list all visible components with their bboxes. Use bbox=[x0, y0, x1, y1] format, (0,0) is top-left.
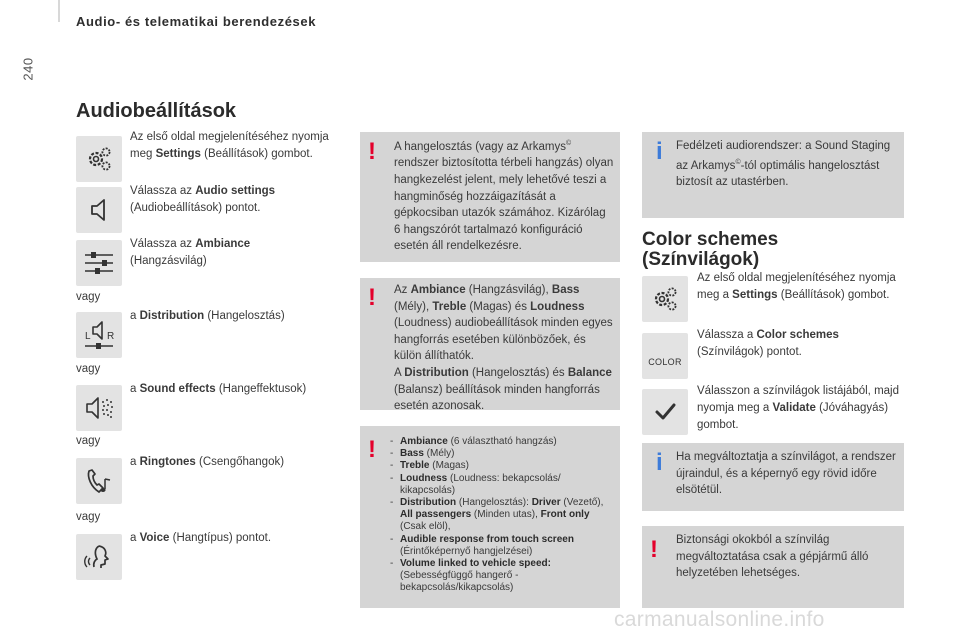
warning-box-safety bbox=[642, 526, 904, 608]
settings-icon-box bbox=[76, 136, 122, 182]
step-voice: a Voice (Hangtípus) pontot. bbox=[130, 532, 272, 544]
warning-text: Biztonsági okokból a színvilág megváltoztatása csak a gépjármű álló helyzetében lehetséges. bbox=[676, 534, 869, 580]
list-item: - Treble (Magas) bbox=[390, 460, 612, 472]
or-label: vagy bbox=[76, 363, 101, 375]
color-label-icon: COLOR bbox=[648, 357, 682, 367]
list-item: - Distribution (Hangelosztás): Driver (Vezető), All passengers (Minden utas), Front only (Csak elöl), bbox=[390, 497, 612, 534]
step-color-settings: Az első oldal megjelenítéséhez nyomja meg a Settings (Beállítások) gombot. bbox=[697, 272, 896, 301]
or-label: vagy bbox=[76, 435, 101, 447]
step-distribution: a Distribution (Hangelosztás) bbox=[130, 310, 285, 322]
step-settings: Az első oldal megjelenítéséhez nyomja meg Settings (Beállítások) gombot. bbox=[130, 131, 329, 160]
info-box-restart bbox=[642, 443, 904, 511]
voice-icon-box bbox=[76, 534, 122, 580]
chapter-title: Audio- és telematikai berendezések bbox=[76, 14, 317, 29]
warning-icon: ! bbox=[368, 436, 376, 463]
section-title-color-schemes: Color schemes (Színvilágok) bbox=[642, 229, 779, 270]
sound-effects-icon bbox=[83, 393, 115, 423]
warning-text: Az Ambiance (Hangzásvilág), Bass (Mély), Treble (Magas) és Loudness (Loudness) audiobeállítások minden egyes hangforrás esetében különbözőek, és külön állíthatók. A Distribution (Hangelosztás) és Balance (Balansz) beállítások minden hangforrás esetén azonosak. bbox=[394, 284, 613, 413]
color-settings-icon-box bbox=[642, 276, 688, 322]
speaker-icon bbox=[84, 195, 114, 225]
color-schemes-icon-box bbox=[642, 333, 688, 379]
list-item: - Volume linked to vehicle speed: (Sebességfüggő hangerő - bekapcsolás/kikapcsolás) bbox=[390, 558, 612, 595]
svg-text:L: L bbox=[85, 331, 91, 342]
phone-ringtone-icon bbox=[83, 465, 115, 497]
audio-settings-icon-box bbox=[76, 187, 122, 233]
or-label: vagy bbox=[76, 511, 101, 523]
warning-box-distribution bbox=[360, 132, 620, 262]
step-color-schemes: Válassza a Color schemes (Színvilágok) pontot. bbox=[697, 329, 839, 358]
settings-gears-icon bbox=[84, 144, 114, 174]
warning-text: A hangelosztás (vagy az Arkamys© rendszer biztosította térbeli hangzás) olyan hangkezelést jelent, mely lehetővé teszi a hangminőség hozzáigazítását a gépkocsiban utazók számához. Kizárólag 6 hangszórót tartalmazó konfiguráció esetén áll rendelkezésre. bbox=[394, 140, 614, 253]
page-number bbox=[18, 14, 38, 124]
step-sound-effects: a Sound effects (Hangeffektusok) bbox=[130, 383, 307, 395]
warning-icon: ! bbox=[368, 284, 376, 311]
info-icon: i bbox=[656, 449, 663, 476]
step-ringtones: a Ringtones (Csengőhangok) bbox=[130, 456, 285, 468]
or-label: vagy bbox=[76, 291, 101, 303]
list-item: - Audible response from touch screen (Érintőképernyő hangjelzései) bbox=[390, 534, 612, 558]
list-item: - Loudness (Loudness: bekapcsolás/ kikapcsolás) bbox=[390, 473, 612, 497]
info-text: Fedélzeti audiorendszer: a Sound Staging az Arkamys©-tól optimális hangelosztást biztosít az utastérben. bbox=[676, 140, 891, 189]
step-validate: Válasszon a színvilágok listájából, majd nyomja meg a Validate (Jóváhagyás) gombot. bbox=[697, 385, 899, 431]
ambiance-icon-box bbox=[76, 240, 122, 286]
checkmark-icon bbox=[652, 399, 678, 425]
settings-gears-icon bbox=[650, 284, 680, 314]
section-title-audio: Audiobeállítások bbox=[76, 100, 237, 122]
warning-box-ambiance bbox=[360, 278, 620, 413]
warning-icon: ! bbox=[368, 138, 376, 165]
list-item: - Ambiance (6 választható hangzás) bbox=[390, 436, 612, 448]
validate-icon-box bbox=[642, 389, 688, 435]
distribution-icon-box bbox=[76, 312, 122, 358]
warning-icon: ! bbox=[650, 536, 658, 563]
info-box-sound-staging bbox=[642, 132, 904, 218]
footer-watermark: carmanualsonline.info bbox=[614, 608, 825, 631]
warning-box-settings-list bbox=[360, 426, 620, 608]
page-number-text: 240 bbox=[20, 57, 36, 81]
svg-text:R: R bbox=[107, 331, 115, 342]
info-text: Ha megváltoztatja a színvilágot, a rendszer újraindul, és a képernyő egy rövid időre elsötétül. bbox=[676, 451, 896, 497]
step-ambiance: Válassza az Ambiance (Hangzásvilág) bbox=[130, 238, 251, 267]
info-icon: i bbox=[656, 138, 663, 165]
audio-settings-list bbox=[390, 436, 612, 595]
header-divider bbox=[58, 0, 60, 22]
step-audio-settings: Válassza az Audio settings (Audiobeállítások) pontot. bbox=[130, 185, 276, 214]
equalizer-icon bbox=[82, 248, 116, 278]
list-item: - Bass (Mély) bbox=[390, 448, 612, 460]
distribution-icon bbox=[82, 319, 116, 351]
voice-icon bbox=[83, 541, 115, 573]
sound-effects-icon-box bbox=[76, 385, 122, 431]
ringtones-icon-box bbox=[76, 458, 122, 504]
